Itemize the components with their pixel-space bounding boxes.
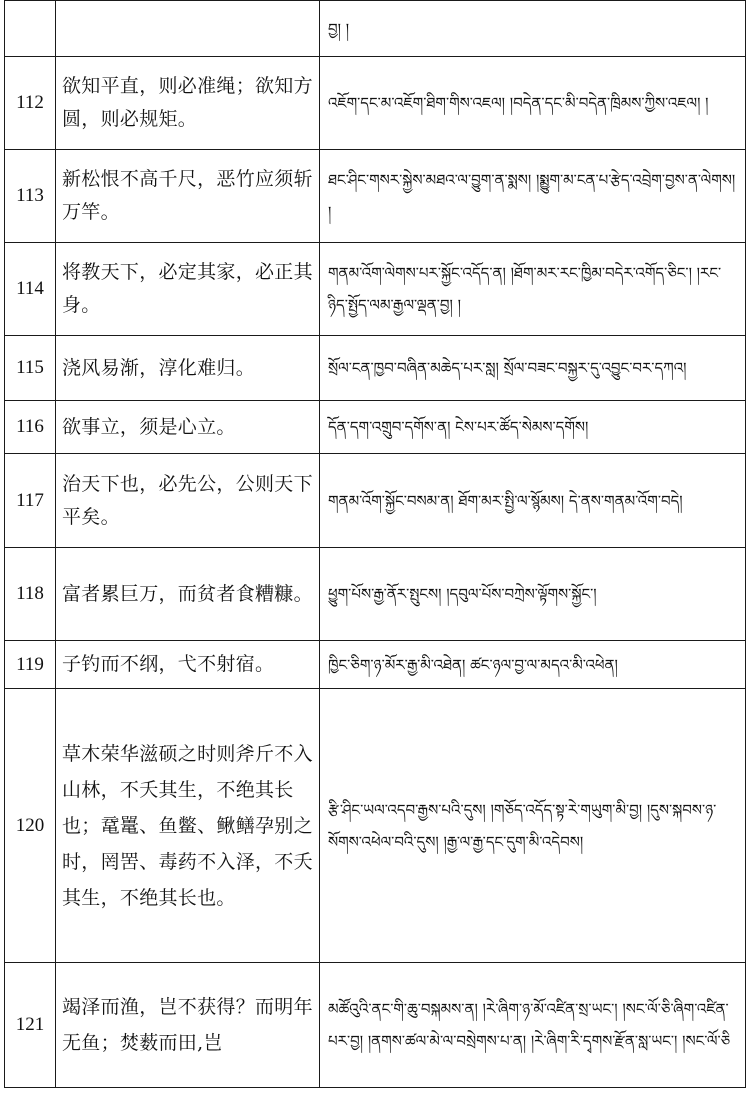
tibetan-text: སྲོལ་ངན་ཁྱབ་བཞིན་མཆེད་པར་སླ། སྲོལ་བཟང་བསྐྱར་དུ་འབྱུང་བར་དཀའ། [320,336,746,401]
chinese-text: 将教天下，必定其家，必正其身。 [56,243,320,336]
tibetan-text: བྱ། ། [320,1,746,57]
tibetan-text: རྩི་ཤིང་ཡལ་འདབ་རྒྱས་པའི་དུས། །གཅོད་འདོད་སྟ་རེ་གཡུག་མི་བྱ། །དུས་སྐབས་ཉ་སོགས་འཕེལ་བའི་དུས། །རྒྱ་ལ་རྒྱ་དང་དུག་མི་འདེབས། [320,689,746,963]
row-number: 120 [5,689,56,963]
table-row [5,1,746,57]
tibetan-text: ཁྱིང་ཅིག་ཉ་མོར་རྒྱ་མི་འཐེན། ཚང་ཉལ་བྱ་ལ་མདའ་མི་འཕེན། [320,641,746,689]
table-row [5,336,746,401]
tibetan-text: ཕྱུག་པོས་རྒྱ་ནོར་སྤུངས། །དབུལ་པོས་བཀྲེས་ལྟོགས་སྐྱོང་། [320,548,746,641]
tibetan-text: མཚོའུའི་ནང་གི་ཆུ་བསྐམས་ན། །རེ་ཞིག་ཉ་མོ་འཛིན་སྲ་ཡང་། །སང་ལོ་ཅི་ཞིག་འཛིན་པར་བྱ། །ནགས་ཚལ་མེ་ལ་བསྲེགས་པ་ན། །རེ་ཞིག་རི་དྭགས་རྫོན་སླ་ཡང་། །སང་ལོ་ཅི [320,963,746,1088]
table-row [5,548,746,641]
table-row [5,963,746,1088]
table-row [5,150,746,243]
table-row [5,57,746,150]
chinese-text: 新松恨不高千尺，恶竹应须斩万竿。 [56,150,320,243]
chinese-text: 竭泽而渔，岂不获得？而明年无鱼；焚薮而田,岂 [56,963,320,1088]
tibetan-text: གནམ་འོག་ལེགས་པར་སྐྱོང་འདོད་ན། །ཐོག་མར་རང་ཁྱིམ་བདེར་འགོད་ཅིང་། །རང་ཉིད་སྤྱོད་ལམ་རྒྱལ་ལྡན་བྱ། ། [320,243,746,336]
table-row [5,243,746,336]
chinese-text [56,1,320,57]
translation-table [4,0,746,1088]
row-number: 114 [5,243,56,336]
tibetan-text: གནམ་འོག་སྐྱོང་བསམ་ན། ཐོག་མར་སྤྱི་ལ་སྙོམས། དེ་ནས་གནམ་འོག་བདེ། [320,454,746,548]
chinese-text: 治天下也，必先公，公则天下平矣。 [56,454,320,548]
row-number: 117 [5,454,56,548]
table-row [5,401,746,454]
row-number: 121 [5,963,56,1088]
row-number: 116 [5,401,56,454]
chinese-text: 欲事立，须是心立。 [56,401,320,454]
chinese-text: 草木荣华滋硕之时则斧斤不入山林，不夭其生，不绝其长也；鼋鼍、鱼鳖、鳅鳝孕别之时，罔罟、毒药不入泽，不夭其生，不绝其长也。 [56,689,320,963]
chinese-text: 子钓而不纲，弋不射宿。 [56,641,320,689]
row-number: 119 [5,641,56,689]
row-number: 112 [5,57,56,150]
chinese-text: 浇风易渐，淳化难归。 [56,336,320,401]
table-row [5,689,746,963]
row-number [5,1,56,57]
chinese-text: 富者累巨万，而贫者食糟糠。 [56,548,320,641]
row-number: 113 [5,150,56,243]
table-row [5,454,746,548]
chinese-text: 欲知平直，则必准绳；欲知方圆，则必规矩。 [56,57,320,150]
table-row [5,641,746,689]
row-number: 118 [5,548,56,641]
row-number: 115 [5,336,56,401]
tibetan-text: ཐང་ཤིང་གསར་སྐྱེས་མཐའ་ལ་བྱུག་ན་སྨས། །སྨྱུག་མ་ངན་པ་རྩེད་འབྲེག་བྱས་ན་ལེགས། ། [320,150,746,243]
tibetan-text: དོན་དག་འགྲུབ་དགོས་ན། ངེས་པར་ཚོད་སེམས་དགོས། [320,401,746,454]
tibetan-text: འཇོག་དང་མ་འཇོག་ཐིག་གིས་འཇལ། །བདེན་དང་མི་བདེན་ཁྲིམས་ཀྱིས་འཇལ། ། [320,57,746,150]
